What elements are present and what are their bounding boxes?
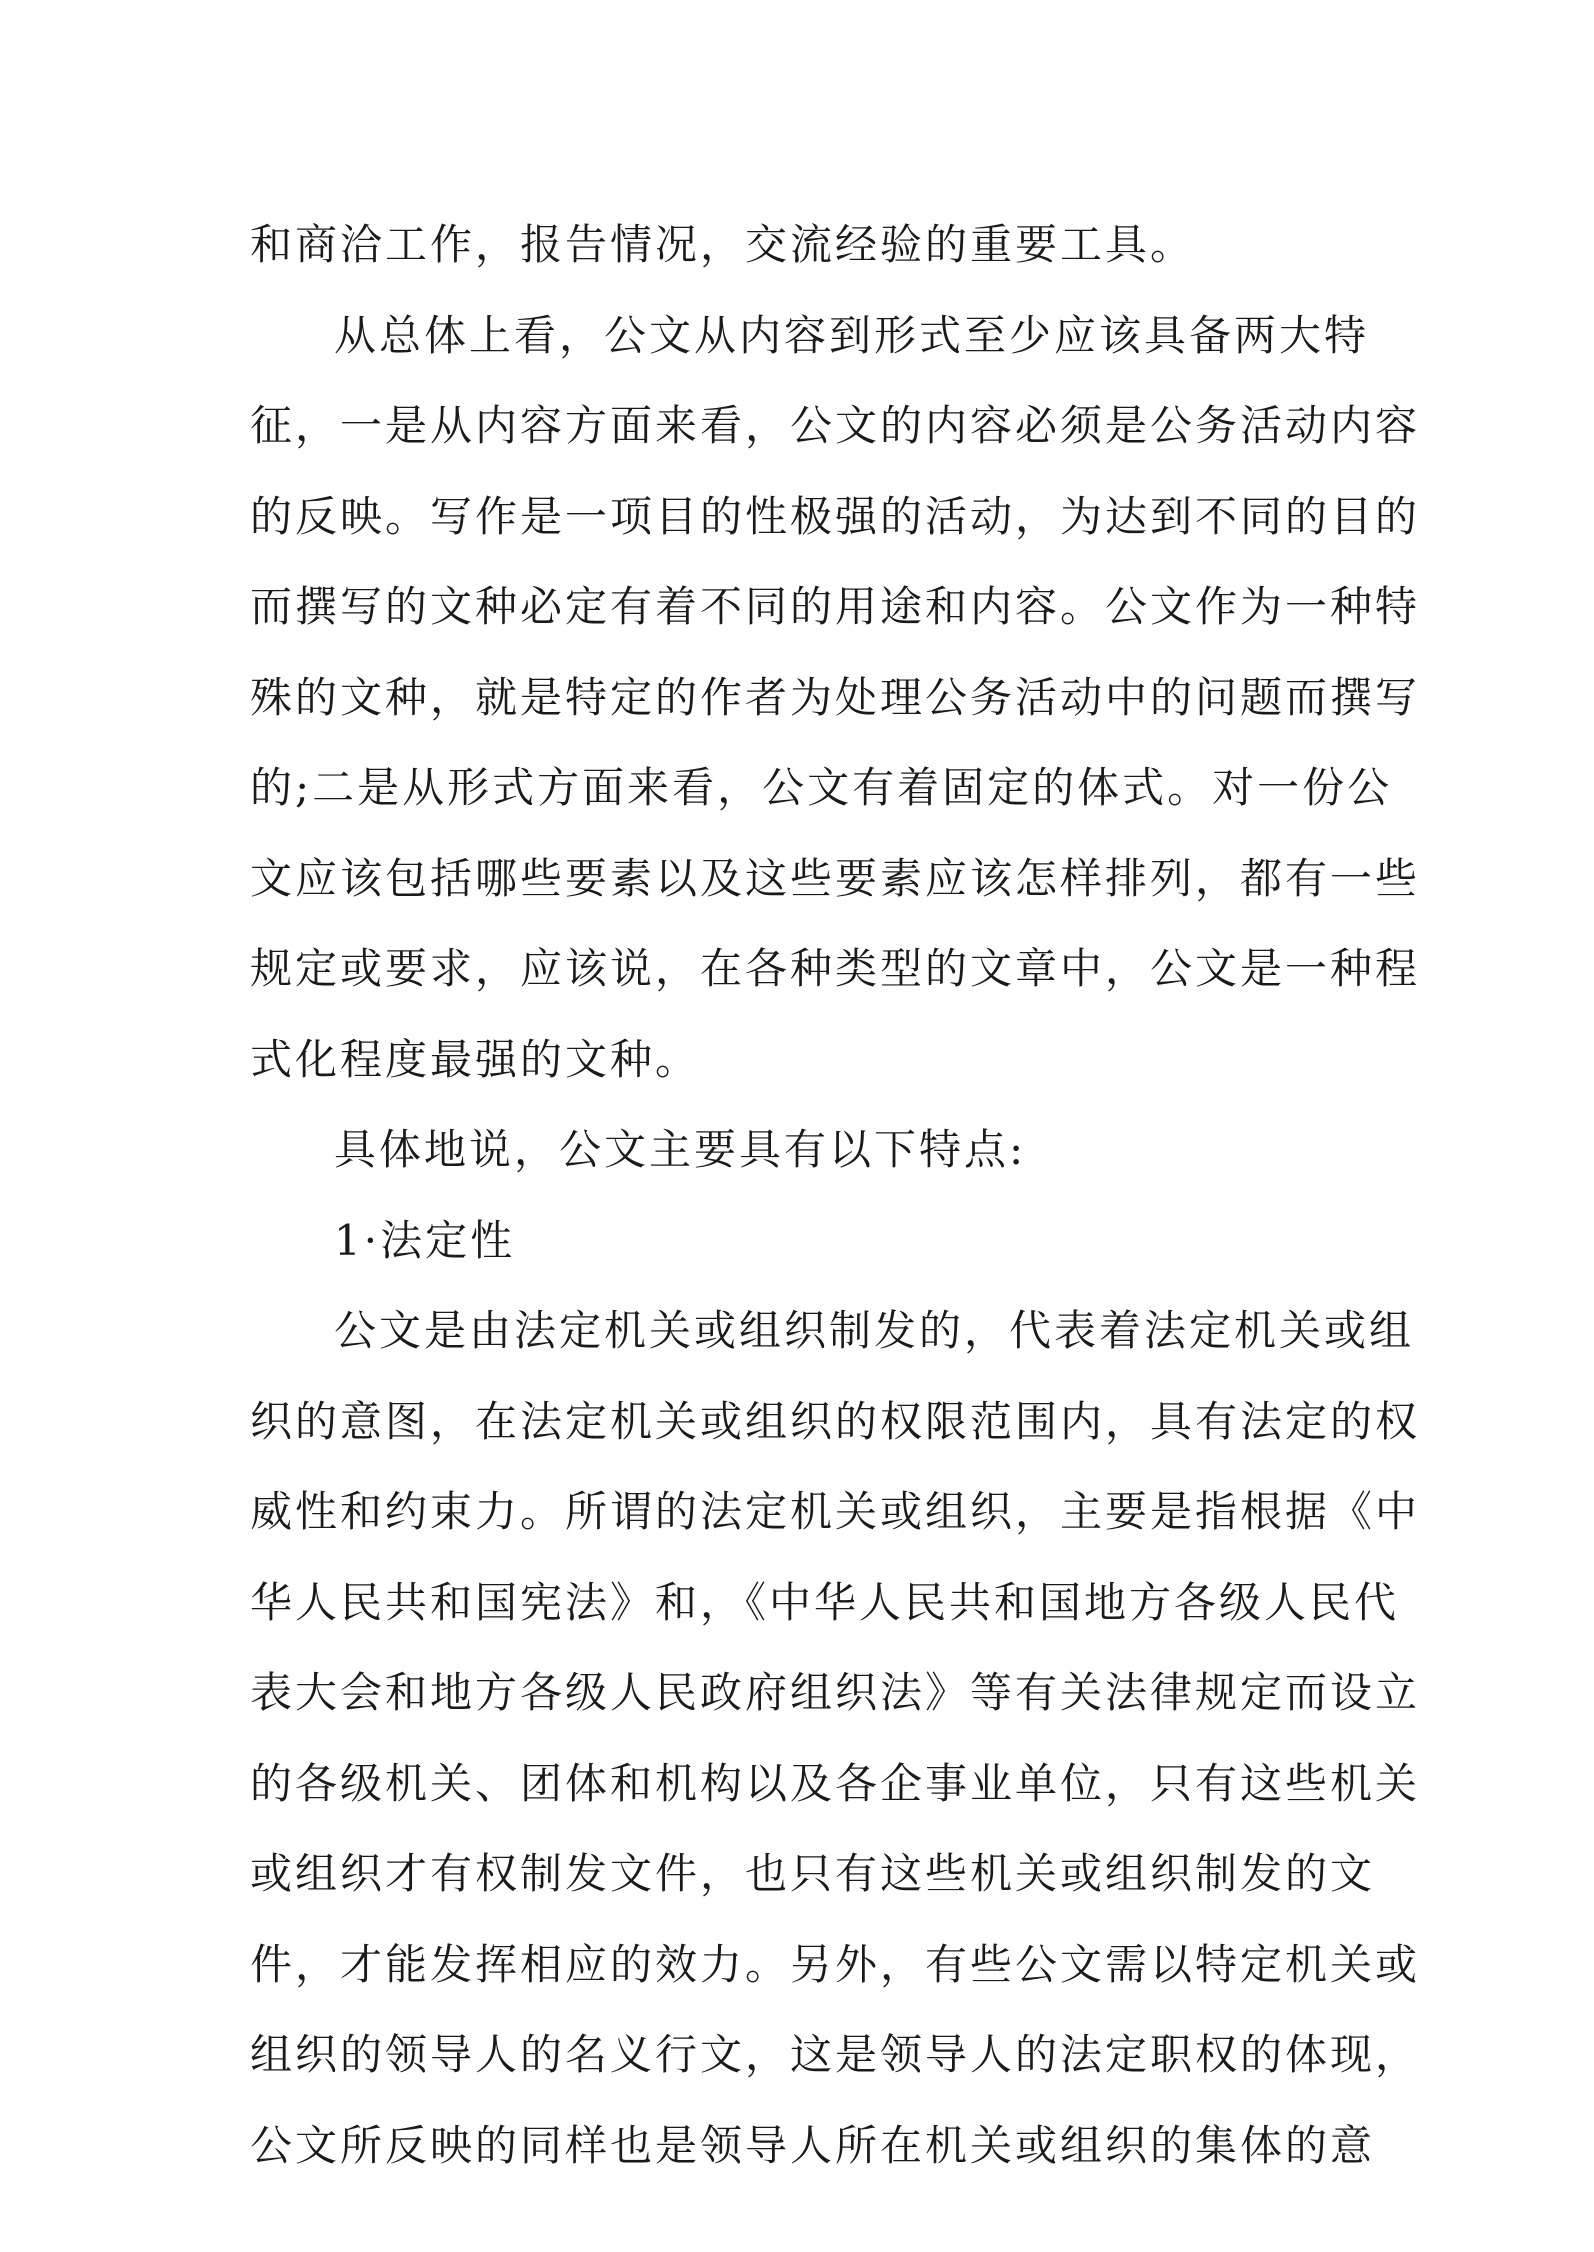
text-line: 而撰写的文种必定有着不同的用途和内容。公文作为一种特 — [250, 582, 1421, 631]
section-heading: 1·法定性 — [334, 1215, 516, 1265]
text-line: 和商洽工作，报告情况，交流经验的重要工具。 — [250, 220, 1196, 269]
text-line: 文应该包括哪些要素以及这些要素应该怎样排列，都有一些 — [250, 853, 1421, 903]
text-line: 表大会和地方各级人民政府组织法》等有关法律规定而设立 — [250, 1668, 1421, 1717]
text-line: 规定或要求，应该说，在各种类型的文章中，公文是一种程 — [250, 944, 1421, 993]
text-line: 的反映。写作是一项目的性极强的活动，为达到不同的目的 — [250, 491, 1421, 541]
text-line: 织的意图，在法定机关或组织的权限范围内，具有法定的权 — [250, 1396, 1421, 1446]
text-line: 具体地说，公文主要具有以下特点: — [334, 1125, 1027, 1174]
text-line: 的各级机关、团体和机构以及各企事业单位，只有这些机关 — [250, 1758, 1421, 1808]
text-line: 华人民共和国宪法》和，《中华人民共和国地方各级人民代 — [250, 1577, 1400, 1627]
text-line: 的;二是从形式方面来看，公文有着固定的体式。对一份公 — [250, 763, 1393, 812]
text-line: 公文所反映的同样也是领导人所在机关或组织的集体的意 — [250, 2120, 1376, 2170]
text-line: 威性和约束力。所谓的法定机关或组织，主要是指根据《中 — [250, 1487, 1421, 1536]
text-line: 公文是由法定机关或组织制发的，代表着法定机关或组 — [334, 1306, 1415, 1355]
text-line: 殊的文种，就是特定的作者为处理公务活动中的问题而撰写 — [250, 672, 1421, 722]
text-line: 征，一是从内容方面来看，公文的内容必须是公务活动内容 — [250, 401, 1421, 450]
text-line: 组织的领导人的名义行文，这是领导人的法定职权的体现， — [250, 2030, 1421, 2079]
text-line: 从总体上看，公文从内容到形式至少应该具备两大特 — [334, 310, 1370, 360]
text-line: 式化程度最强的文种。 — [250, 1034, 701, 1084]
body-text — [250, 200, 1421, 2191]
text-line: 或组织才有权制发文件，也只有这些机关或组织制发的文 — [250, 1849, 1376, 1898]
text-line: 件，才能发挥相应的效力。另外，有些公文需以特定机关或 — [250, 1939, 1421, 1989]
